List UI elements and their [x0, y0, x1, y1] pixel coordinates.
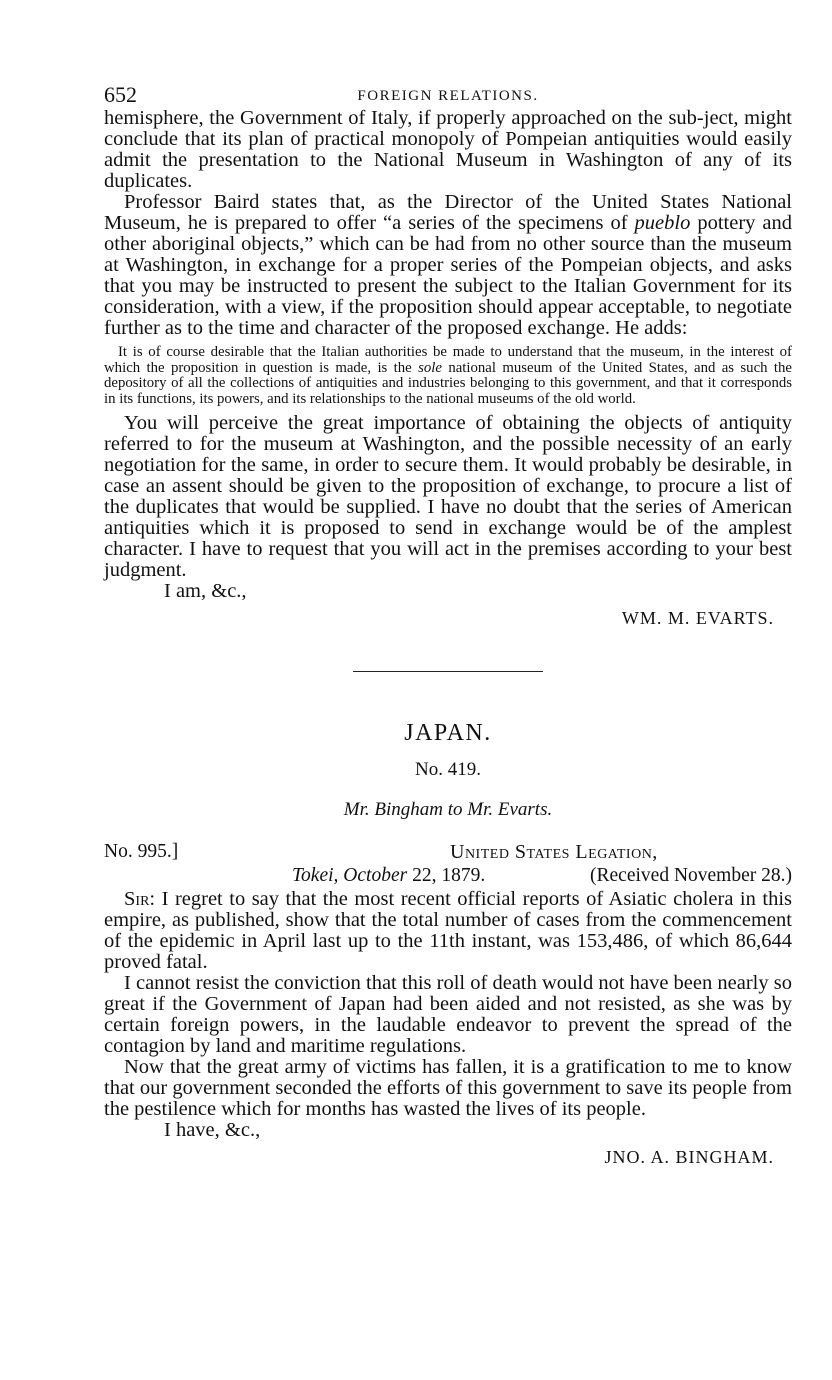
document-number: No. 419.	[415, 759, 481, 781]
japan-paragraph-1	[104, 889, 792, 973]
italy-paragraph-2-italic: pueblo	[634, 212, 691, 234]
place: Tokei,	[292, 865, 339, 887]
italy-paragraph-2-text-a: Professor Baird states that, as the Director of the United States National Museum, he is prepared to offer “a series of the specimens of	[104, 191, 792, 234]
italy-paragraph-2-text-b: pottery and other aboriginal objects,” which can be had from no other source than the museum at Washington, in exchange for a proper series of the Pompeian objects, and asks that you may be instructed to present the subject to the Italian Government for its consideration, with a view, if the proposition should appear acceptable, to negotiate further as to the time and character of the proposed exchange. He adds:	[104, 212, 793, 339]
extract-text-a: It is of course desirable that the Italian authorities be made to understand that the museum, in the interest of which the proposition in question is made, is the	[104, 344, 792, 376]
received-date: (Received November 28.)	[590, 865, 792, 887]
salutation: Sir	[124, 888, 150, 911]
section-title: JAPAN.	[404, 720, 492, 747]
italy-paragraph-3: You will perceive the great importance of obtaining the objects of antiquity referred to for the museum at Washington, and the possible necessity of an early negotiation for the same, in order to secure them. It would probably be desirable, in case an assent should be given to the proposition of exchange, to procure a list of the duplicates that would be supplied. I have no doubt that the series of American antiquities which it is proposed to send in exchange would be of the amplest character. I have to request that you will act in the premises according to your best judgment.	[104, 412, 792, 582]
japan-paragraph-1-text: : I regret to say that the most recent official reports of Asiatic cholera in this empire, as published, show that the total number of cases from the commencement of the epidemic in April last up to the 11th instant, was 153,486, of which 86,644 proved fatal.	[104, 888, 792, 974]
date-day-year: 22, 1879.	[407, 865, 486, 887]
dateline	[104, 865, 792, 889]
extract-text-b: national museum of the United States, and as such the depository of all the collections of antiquities and industries belonging to this government, and that it corresponds in its functions, its powers, and its relationships to the national museums of the old world.	[104, 359, 792, 407]
dispatch-number: No. 995.]	[104, 841, 179, 863]
running-head: FOREIGN RELATIONS.	[357, 88, 539, 104]
place-and-date	[292, 865, 485, 887]
italy-closing: I am, &c.,	[164, 580, 247, 603]
japan-closing: I have, &c.,	[164, 1119, 261, 1142]
japan-paragraph-3: Now that the great army of victims has fallen, it is a gratification to me to know that our government seconded the efforts of this government to save its people from the pestilence which for months has wasted the lives of its people.	[104, 1056, 792, 1121]
correspondents-heading: Mr. Bingham to Mr. Evarts.	[343, 799, 553, 821]
italy-signature: WM. M. EVARTS.	[621, 608, 774, 629]
date-month: October	[343, 865, 408, 887]
japan-signature: JNO. A. BINGHAM.	[604, 1147, 774, 1168]
japan-paragraph-2: I cannot resist the conviction that this roll of death would not have been nearly so great if the Government of Japan had been aided and not resisted, as she was by certain foreign powers, in the laudable endeavor to prevent the spread of the contagion by land and maritime regulations.	[104, 972, 792, 1058]
page-number: 652	[104, 82, 137, 107]
quoted-extract	[104, 345, 792, 407]
italy-paragraph-2	[104, 192, 792, 339]
document-page	[104, 82, 792, 1168]
italy-paragraph-1: hemisphere, the Government of Italy, if properly approached on the sub-ject, might conclude that its plan of practical monopoly of Pompeian antiquities would easily admit the presentation to the National Museum in Washington of any of its duplicates.	[104, 107, 792, 192]
legation-name: United States Legation,	[450, 841, 658, 864]
section-divider	[353, 671, 543, 672]
extract-italic: sole	[418, 359, 442, 376]
dispatch-header	[104, 841, 792, 865]
page-header	[104, 82, 792, 108]
